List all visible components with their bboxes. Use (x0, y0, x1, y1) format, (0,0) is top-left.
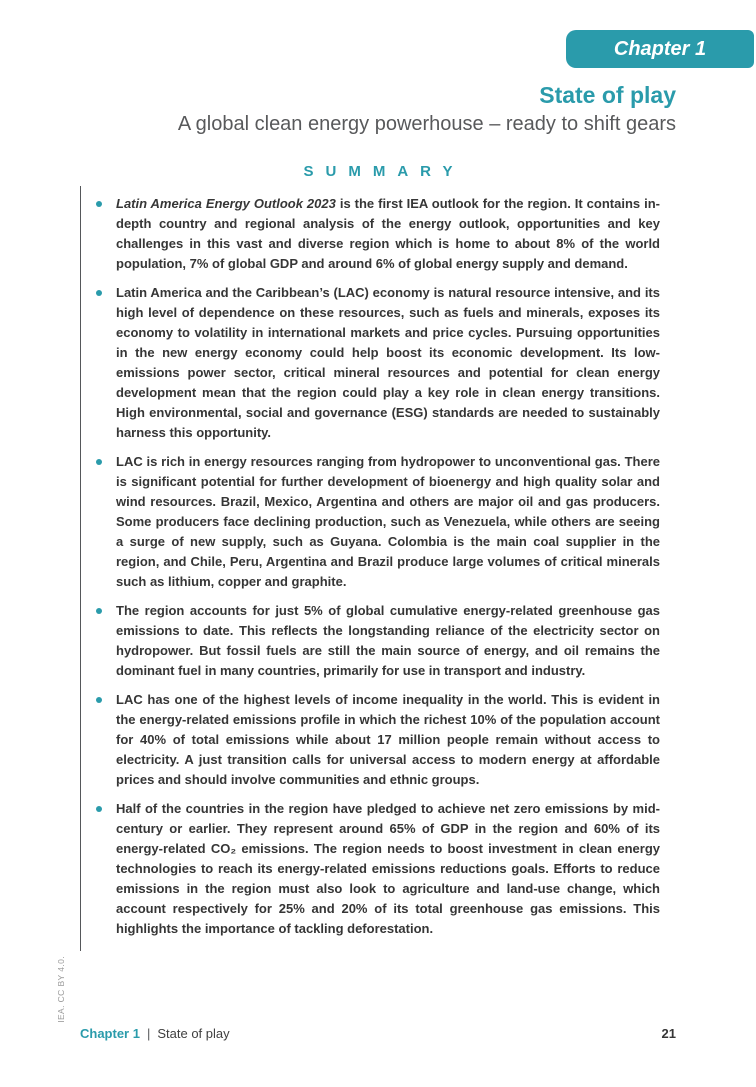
bullet-text: is the first IEA outlook for the region. It contains in-depth country and regional analysis of the energy outlook, opportunities and key challenges in this vast and diverse region which is home to about 8% of the world population, 7% of global GDP and around 6% of global energy supply and demand. (116, 196, 660, 271)
bullet-icon (96, 697, 102, 703)
summary-bullet-list (81, 194, 660, 939)
license-note: IEA. CC BY 4.0. (56, 956, 66, 1023)
bullet-icon (96, 201, 102, 207)
chapter-badge-label: Chapter 1 (613, 37, 707, 60)
bullet-text: The region accounts for just 5% of global cumulative energy-related greenhouse gas emissions to date. This reflects the longstanding reliance of the electricity sector on hydropower. But fossil fuels are still the main source of energy, and oil remains the dominant fuel in many countries, primarily for use in transport and industry. (116, 603, 660, 678)
bullet-text: Half of the countries in the region have pledged to achieve net zero emissions by mid-century or earlier. They represent around 65% of GDP in the region and 60% of its energy-related CO₂ emissions. The region needs to boost investment in clean energy technologies to reach its energy-related emissions reductions goals. Efforts to reduce emissions in the region must also look to agriculture and land-use change, which account respectively for 25% and 20% of its total greenhouse gas emissions. This highlights the importance of tackling deforestation. (116, 801, 660, 936)
bullet-icon (96, 608, 102, 614)
summary-bullet (81, 799, 660, 939)
footer (80, 1026, 230, 1041)
bullet-text: LAC is rich in energy resources ranging from hydropower to unconventional gas. There is significant potential for further development of bioenergy and high quality solar and wind resources. Brazil, Mexico, Argentina and others are major oil and gas producers. Some producers face declining production, such as Venezuela, while others are seeing a surge of new supply, such as Guyana. Colombia is the main coal supplier in the region, and Chile, Peru, Argentina and Brazil produce large volumes of critical minerals such as lithium, copper and graphite. (116, 454, 660, 589)
summary-bullet (81, 690, 660, 790)
bullet-lead-italic: Latin America Energy Outlook 2023 (116, 196, 336, 211)
page-title: State of play (539, 82, 676, 108)
bullet-icon (96, 290, 102, 296)
page-subtitle: A global clean energy powerhouse – ready to shift gears (177, 113, 676, 135)
summary-bullet (81, 194, 660, 274)
summary-heading: SUMMARY (303, 163, 465, 180)
summary-bullet (81, 283, 660, 443)
footer-separator: | (146, 1026, 151, 1041)
summary-bullet (81, 601, 660, 681)
bullet-text: Latin America and the Caribbean’s (LAC) economy is natural resource intensive, and its high level of dependence on these resources, such as fuels and minerals, exposes its economy to volatility in international markets and price cycles. Pursuing opportunities in the new energy economy could help boost its economic development. Its low-emissions power sector, critical mineral resources and potential for clean energy development mean that the region could play a key role in clean energy transitions. High environmental, social and governance (ESG) standards are needed to sustainably harness this opportunity. (116, 285, 660, 440)
summary-bullet (81, 452, 660, 592)
footer-section: State of play (157, 1026, 230, 1041)
chapter-badge (566, 30, 754, 68)
bullet-text: LAC has one of the highest levels of income inequality in the world. This is evident in the energy-related emissions profile in which the richest 10% of the population account for 40% of total emissions while about 17 million people remain without access to electricity. A just transition calls for universal access to modern energy at affordable prices and should involve communities and ethnic groups. (116, 692, 660, 787)
bullet-icon (96, 806, 102, 812)
footer-chapter: Chapter 1 (80, 1026, 140, 1041)
bullet-icon (96, 459, 102, 465)
page-number: 21 (661, 1026, 676, 1041)
summary-box (80, 186, 676, 951)
